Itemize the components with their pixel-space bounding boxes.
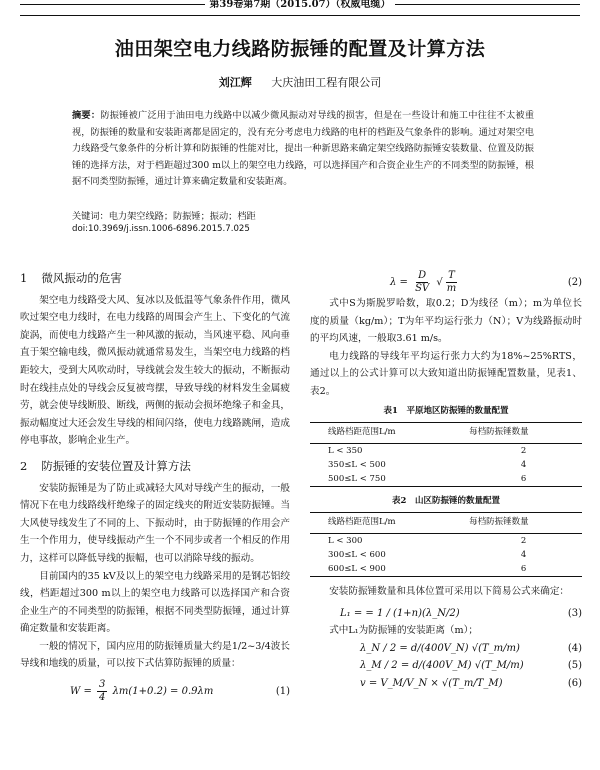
equation-6: [310, 675, 582, 693]
section-title: 微风振动的危害: [41, 271, 122, 285]
equation-number: (2): [567, 276, 582, 288]
equation-1: [20, 679, 290, 704]
paragraph: 安装防振锤数量和具体位置可采用以下简易公式来确定：: [329, 585, 570, 597]
author-name: 刘江辉: [218, 76, 252, 89]
keywords: [72, 208, 256, 222]
table-row: L < 350 2: [328, 445, 527, 456]
section-1-heading: [20, 270, 290, 288]
table-2: 线路档距范围L/m 每档防振锤数量 L < 300 2 300≤L < 600 4 600≤L < 900 6: [310, 512, 582, 577]
section-title: 防振锤的安装位置及计算方法: [41, 458, 191, 473]
table-1-caption: 表1 平原地区防振锤的数量配置: [383, 405, 509, 416]
equation-number: (3): [567, 607, 582, 619]
journal-header-text: 第39卷第7期（2015.07）（权威电缆）: [205, 0, 394, 10]
equation-body: λ = $\frac{D}{SV}$ √ $\frac{T}{m}$: [390, 270, 457, 294]
table-row: L < 300 2: [328, 535, 527, 546]
authors: [0, 74, 600, 90]
paragraph: 安装防振锤是为了防止或减轻大风对导线产生的振动，一般情况下在电力线路线杆绝缘子的固定线夹的附近安装防振锤。当大风使导线发生了不同的上、下振动时，由于防振锤的作用会产生一个作用力，使导线振动产生一个不同步或者一个相反的作用力，这样可以降低导线的振幅，也可以消除导线的振动。: [20, 482, 290, 564]
equation-number: (1): [275, 685, 290, 697]
equation-body: λ_M / 2 = d/(400V_M) √(T_M/m): [360, 660, 524, 672]
equation-body: L₁ = = 1 / (1+n)(λ_N/2): [340, 607, 460, 619]
equation-body: λ_N / 2 = d/(400V_N) √(T_m/m): [360, 642, 520, 654]
equation-body: v = V_M/V_N × √(T_m/T_M): [360, 677, 503, 689]
equation-4: [310, 640, 582, 658]
paragraph: 架空电力线路受大风、复冰以及低温等气象条件作用，微风吹过架空电力线时，在电力线路的周围会产生上、下变化的气流旋涡，而使电力线路产生一种风激的振动，当风速平稳、风向垂直于架空输电线，微风振动就通常易发生，当架空电力线路的档距较大，受到大风吹动时，导线就会发生较大的振动，不断振动时在线挂点处的导线会反复被弯摆，导致导线的材料发生金属疲劳，就会使导线断股、断线，两侧的振动会损坏绝缘子和金具，振动幅度过大还会发生导线的相间闪络，使电力线路跳闸，造成停电事故，影响企业生产。: [20, 294, 290, 447]
equation-number: (6): [567, 677, 582, 689]
equation-2: [310, 270, 582, 295]
abstract: [72, 108, 534, 191]
paragraph: 式中L₁为防振锤的安装距离（m）；: [329, 625, 479, 637]
equation-number: (4): [567, 642, 582, 654]
table-row: 600≤L < 900 6: [310, 562, 582, 577]
table-1: 线路档距范围L/m 每档防振锤数量 L < 350 2 350≤L < 500 4 500≤L < 750 6: [310, 422, 582, 487]
table-row: 300≤L < 600 4: [328, 549, 527, 560]
paragraph: 一般的情况下，国内应用的防振锤质量大约是1/2~3/4波长导线和地线的质量，可以按下式估算防振锤的质量：: [20, 640, 290, 670]
section-number: 2: [20, 458, 28, 473]
left-column: [20, 270, 290, 704]
equation-body: W = $\frac{3}{4}$ λm(1+0.2) = 0.9λm: [70, 679, 214, 704]
paragraph: 目前国内的35 kV及以上的架空电力线路采用的是钢芯铝绞线，档距超过300 m以上的架空电力线路可以选择国产和合资企业生产的不同类型的防振锤，根据不同类型防振锤，通过计算确定数量和安装距离。: [20, 570, 290, 635]
table-row: 500≤L < 750 6: [310, 472, 582, 487]
section-number: 1: [20, 271, 28, 285]
equation-3: [310, 605, 582, 623]
keywords-label: 关键词：: [72, 211, 109, 222]
fraction: $\frac{3}{4}$: [99, 679, 106, 704]
keywords-text: 电力架空线路；防振锤；振动；档距: [108, 211, 256, 222]
equation-number: (5): [567, 660, 582, 672]
paragraph: 式中S为斯脱罗哈数，取0.2；D为线径（m）；m为单位长度的质量（kg/m）；T为年平均运行张力（N）；V为线路振动时的平均风速，一般取3.61 m/s。: [310, 298, 582, 345]
right-column: [310, 270, 582, 693]
paper-title: 油田架空电力线路防振锤的配置及计算方法: [114, 38, 486, 60]
author-affiliation: 大庆油田工程有限公司: [271, 76, 382, 89]
table-row: 350≤L < 500 4: [328, 459, 527, 470]
abstract-label: 摘要：: [72, 110, 101, 121]
equation-5: [310, 657, 582, 675]
journal-header: [0, 0, 600, 10]
doi: doi:10.3969/j.issn.1006-6896.2015.7.025: [72, 224, 250, 234]
abstract-text: 防振锤被广泛用于油田电力线路中以减少微风振动对导线的损害，但是在一些设计和施工中往往不太被重视，防振锤的数量和安装距离都是固定的，没有充分考虑电力线路的电杆的档距及气象条件的影响。通过对架空电力线路受气象条件的分析计算和防振锤的性能对比，提出一种新思路来确定架空线路防振锤安装数量、位置及防振锤的选择方法，对于档距超过300 m以上的架空电力线路，可以选择国产和合资企业生产的不同类型的防振锤，根据不同类型防振锤，通过计算来确定数量和安装距离。: [72, 110, 535, 187]
table-2-caption: 表2 山区防振锤的数量配置: [392, 495, 500, 506]
section-2-heading: [20, 458, 290, 476]
paragraph: 电力线路的导线年平均运行张力大约为18%~25%RTS，通过以上的公式计算可以大致知道出防振锤配置数量，见表1、表2。: [310, 350, 582, 397]
